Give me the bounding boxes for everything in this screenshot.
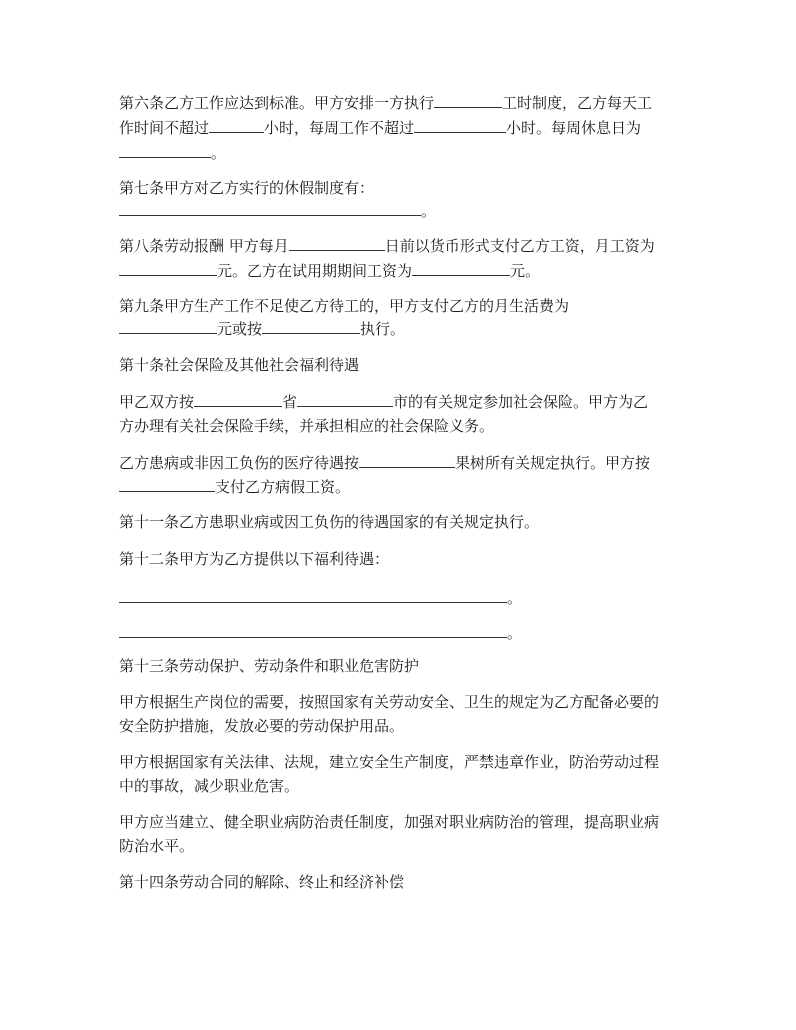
article13-p3-line1 xyxy=(119,812,659,832)
article10-p2-line1 xyxy=(119,453,650,473)
fill-blank xyxy=(119,623,507,638)
text: 果树所有关规定执行。甲方按 xyxy=(455,454,651,472)
text: 乙方患病或非因工负伤的医疗待遇按 xyxy=(119,454,360,472)
text: 日前以货币形式支付乙方工资，月工资为 xyxy=(384,237,655,255)
text: 方办理有关社会保险手续，并承担相应的社会保险义务。 xyxy=(119,417,495,435)
text: 甲方应当建立、健全职业病防治责任制度，加强对职业病防治的管理，提高职业病 xyxy=(119,813,660,831)
article7-line1 xyxy=(119,178,374,198)
text: 工时制度，乙方每天工 xyxy=(502,94,653,112)
fill-blank xyxy=(119,319,217,334)
text: 省 xyxy=(282,393,298,411)
fill-blank xyxy=(262,319,360,334)
text: 第十条社会保险及其他社会福利待遇 xyxy=(119,356,360,374)
fill-blank xyxy=(359,453,455,468)
text: 第十三条劳动保护、劳动条件和职业危害防护 xyxy=(119,657,420,675)
article11-line1 xyxy=(119,512,539,532)
text: 甲乙双方按 xyxy=(119,393,195,411)
text: 甲方根据国家有关法律、法规，建立安全生产制度，严禁违章作业，防治劳动过程 xyxy=(119,753,660,771)
article12-blank1 xyxy=(119,588,522,608)
fill-blank xyxy=(119,143,211,158)
text: 第六条乙方工作应达到标准。甲方安排一方执行 xyxy=(119,94,435,112)
text: 第十四条劳动合同的解除、终止和经济补偿 xyxy=(119,873,405,891)
text: 作时间不超过 xyxy=(119,119,210,137)
text: 安全防护措施，发放必要的劳动保护用品。 xyxy=(119,717,405,735)
text: 元。乙方在试用期期间工资为 xyxy=(217,262,413,280)
article14-heading xyxy=(119,872,404,892)
text: 第九条甲方生产工作不足使乙方待工的，甲方支付乙方的月生活费为 xyxy=(119,297,570,315)
article7-line2 xyxy=(119,201,436,221)
text: 。 xyxy=(507,589,523,607)
article13-p3-line2 xyxy=(119,836,194,856)
text: 元。 xyxy=(510,262,541,280)
article10-heading xyxy=(119,355,359,375)
article13-p1-line1 xyxy=(119,692,659,712)
fill-blank xyxy=(297,392,393,407)
article10-p2-line2 xyxy=(119,477,350,497)
text: 。 xyxy=(211,144,227,162)
text: 小时。每周休息日为 xyxy=(506,119,642,137)
fill-blank xyxy=(414,118,506,133)
article9-line1 xyxy=(119,296,569,316)
article6-line1 xyxy=(119,93,652,113)
article6-line3 xyxy=(119,143,226,163)
article13-heading xyxy=(119,656,419,676)
article13-p2-line1 xyxy=(119,752,659,772)
fill-blank xyxy=(434,93,502,108)
text: 防治水平。 xyxy=(119,837,195,855)
text: 市的有关规定参加社会保险。甲方为乙 xyxy=(393,393,649,411)
article12-line1 xyxy=(119,549,389,569)
fill-blank xyxy=(119,477,215,492)
article12-blank2 xyxy=(119,623,522,643)
article9-line2 xyxy=(119,319,405,339)
article6-line2 xyxy=(119,118,641,138)
text: 元或按 xyxy=(217,320,263,338)
article8-line2 xyxy=(119,261,540,281)
text: 小时，每周工作不超过 xyxy=(264,119,415,137)
fill-blank xyxy=(119,588,507,603)
text: 甲方根据生产岗位的需要，按照国家有关劳动安全、卫生的规定为乙方配备必要的 xyxy=(119,693,660,711)
text: 第七条甲方对乙方实行的休假制度有： xyxy=(119,179,375,197)
fill-blank xyxy=(209,118,264,133)
text: 。 xyxy=(507,624,523,642)
text: 。 xyxy=(421,202,437,220)
fill-blank xyxy=(119,261,217,276)
article8-line1 xyxy=(119,236,655,256)
article10-p1-line1 xyxy=(119,392,648,412)
text: 第八条劳动报酬 甲方每月 xyxy=(119,237,289,255)
text: 第十二条甲方为乙方提供以下福利待遇： xyxy=(119,550,390,568)
text: 执行。 xyxy=(360,320,406,338)
text: 第十一条乙方患职业病或因工负伤的待遇国家的有关规定执行。 xyxy=(119,513,540,531)
article13-p1-line2 xyxy=(119,716,404,736)
fill-blank xyxy=(194,392,282,407)
text: 支付乙方病假工资。 xyxy=(215,478,351,496)
fill-blank xyxy=(119,201,421,216)
article10-p1-line2 xyxy=(119,416,494,436)
fill-blank xyxy=(412,261,510,276)
fill-blank xyxy=(289,236,385,251)
text: 中的事故，减少职业危害。 xyxy=(119,777,300,795)
article13-p2-line2 xyxy=(119,776,299,796)
